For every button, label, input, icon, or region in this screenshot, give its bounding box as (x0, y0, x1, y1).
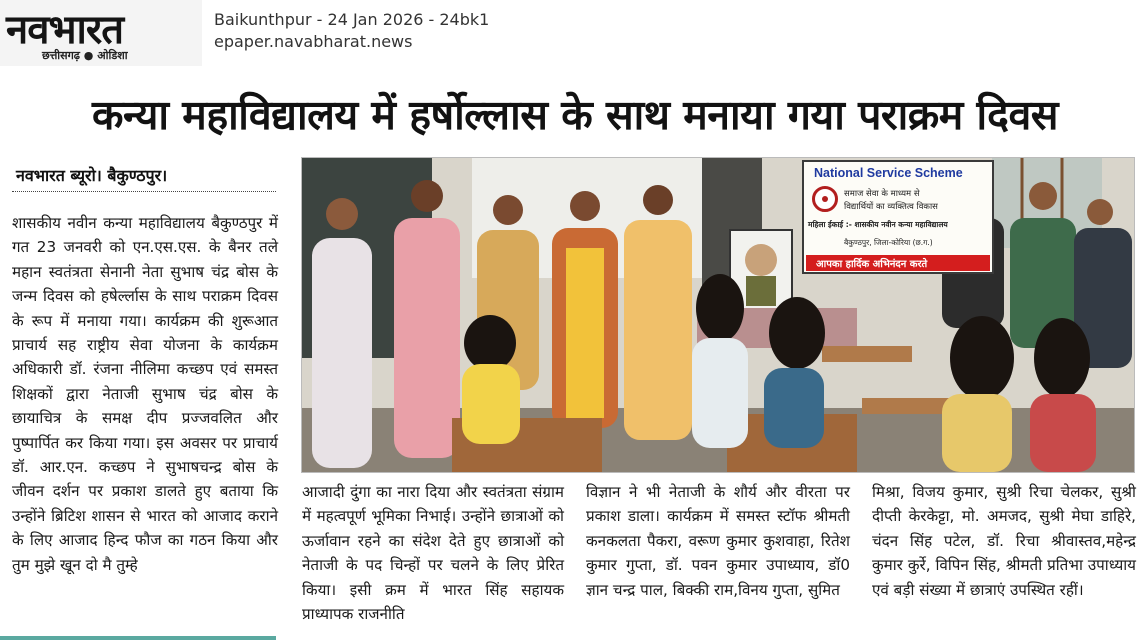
byline-divider (12, 191, 276, 192)
banner-strip-text: आपका हार्दिक अभिनंदन करते (816, 259, 928, 270)
article-column-3: विज्ञान ने भी नेताजी के शौर्य और वीरता पर प्रकाश डाला। कार्यक्रम में समस्त स्टॉफ श्रीमती कनकलता पैकरा, वरूण कुमार कुशवाहा, रितेश कुमार गुप्ता, डॉ. पवन कुमार उपाध्याय, डॉ0 ज्ञान चन्द्र पाल, बिक्की राम,विनय गुप्ता, सुमित (586, 483, 850, 599)
newspaper-logo[interactable] (0, 0, 202, 66)
nss-banner (802, 160, 994, 274)
article-column-1: शासकीय नवीन कन्या महाविद्यालय बैकुण्ठपुर में गत 23 जनवरी को एन.एस.एस. के बैनर तले महान स्वतंत्रता सेनानी नेता सुभाष चंद्र बोस के जन्म दिवस को हषेर्ल्लास के साथ पराक्रम दिवस के रूप में मनाया गया। कार्यक्रम की शुरूआत प्राचार्य सह राष्ट्रीय सेवा योजना के कार्यक्रम अधिकारी डॉ. रंजना नीलिमा कच्छप एवं समस्त शिक्षकों द्वारा नेताजी सुभाष चंद्र बोस के छायाचित्र के समक्ष दीप प्रज्जवलित और पुष्पार्पित कर किया गया। इस अवसर पर प्राचार्य डॉ. आर.एन. कच्छप ने सुभाषचन्द्र बोस के जीवन दर्शन पर प्रकाश डालते हुए बताया कि उन्होंने ब्रिटिश शासन से भारत को आजाद कराने के लिए आजाद हिन्द फौज का गठन किया और तुम मुझे खून दो मै तुम्हे (12, 214, 278, 574)
article-column-4: मिश्रा, विजय कुमार, सुश्री रिचा चेलकर, सुश्री दीप्ती केरकेट्टा, मो. अमजद, सुश्री मेघा डाहिरे, चंदन सिंह पटेल, डॉ. रिचा श्रीवास्तव,महेन्द्र कुमार कुर्रे, विपिन सिंह, श्रीमती प्रतिभा उपाध्याय एवं बड़ी संख्या में छात्राएं उपस्थित रहीं। (872, 483, 1136, 599)
page-bottom-edge (0, 636, 1146, 643)
article-byline: नवभारत ब्यूरो। बैकुण्ठपुर। (16, 166, 168, 185)
epaper-url[interactable]: epaper.navabharat.news (214, 32, 413, 51)
banner-line-3: महिला ईकाई :- शासकीय नवीन कन्या महाविद्यालय (808, 220, 948, 229)
banner-strip (806, 255, 990, 271)
logo-regions: छत्तीसगढ़ ● ओडिशा (42, 49, 128, 62)
article-column-2: आजादी दुंगा का नारा दिया और स्वतंत्रता संग्राम में महत्वपूर्ण भूमिका निभाई। उन्होंने छात्राओं को ऊर्जावान रहने का संदेश देते हुए छात्राओं को नेताजी के पद चिन्हों पर चलने के लिए प्रेरित किया। इसी क्रम में भारत सिंह सहायक प्राध्यापक राजनीति (302, 483, 564, 624)
nss-emblem-icon (812, 186, 838, 212)
bottom-accent-bar (0, 636, 276, 640)
banner-title: National Service Scheme (814, 166, 963, 180)
logo-wordmark: नवभारत (6, 7, 124, 53)
banner-line-1: समाज सेवा के माध्यम से (844, 189, 920, 199)
banner-line-4: बैकुण्ठपुर, जिला-कोरिया (छ.ग.) (844, 238, 933, 247)
edition-info: Baikunthpur - 24 Jan 2026 - 24bk1 (214, 10, 490, 29)
masthead (0, 0, 1146, 66)
banner-line-2: विद्यार्थियों का व्यक्तित्व विकास (844, 202, 938, 212)
photo-scene (302, 158, 1134, 472)
article-headline: कन्या महाविद्यालय में हर्षोल्लास के साथ मनाया गया पराक्रम दिवस (92, 91, 1058, 139)
event-photo[interactable] (301, 157, 1135, 473)
